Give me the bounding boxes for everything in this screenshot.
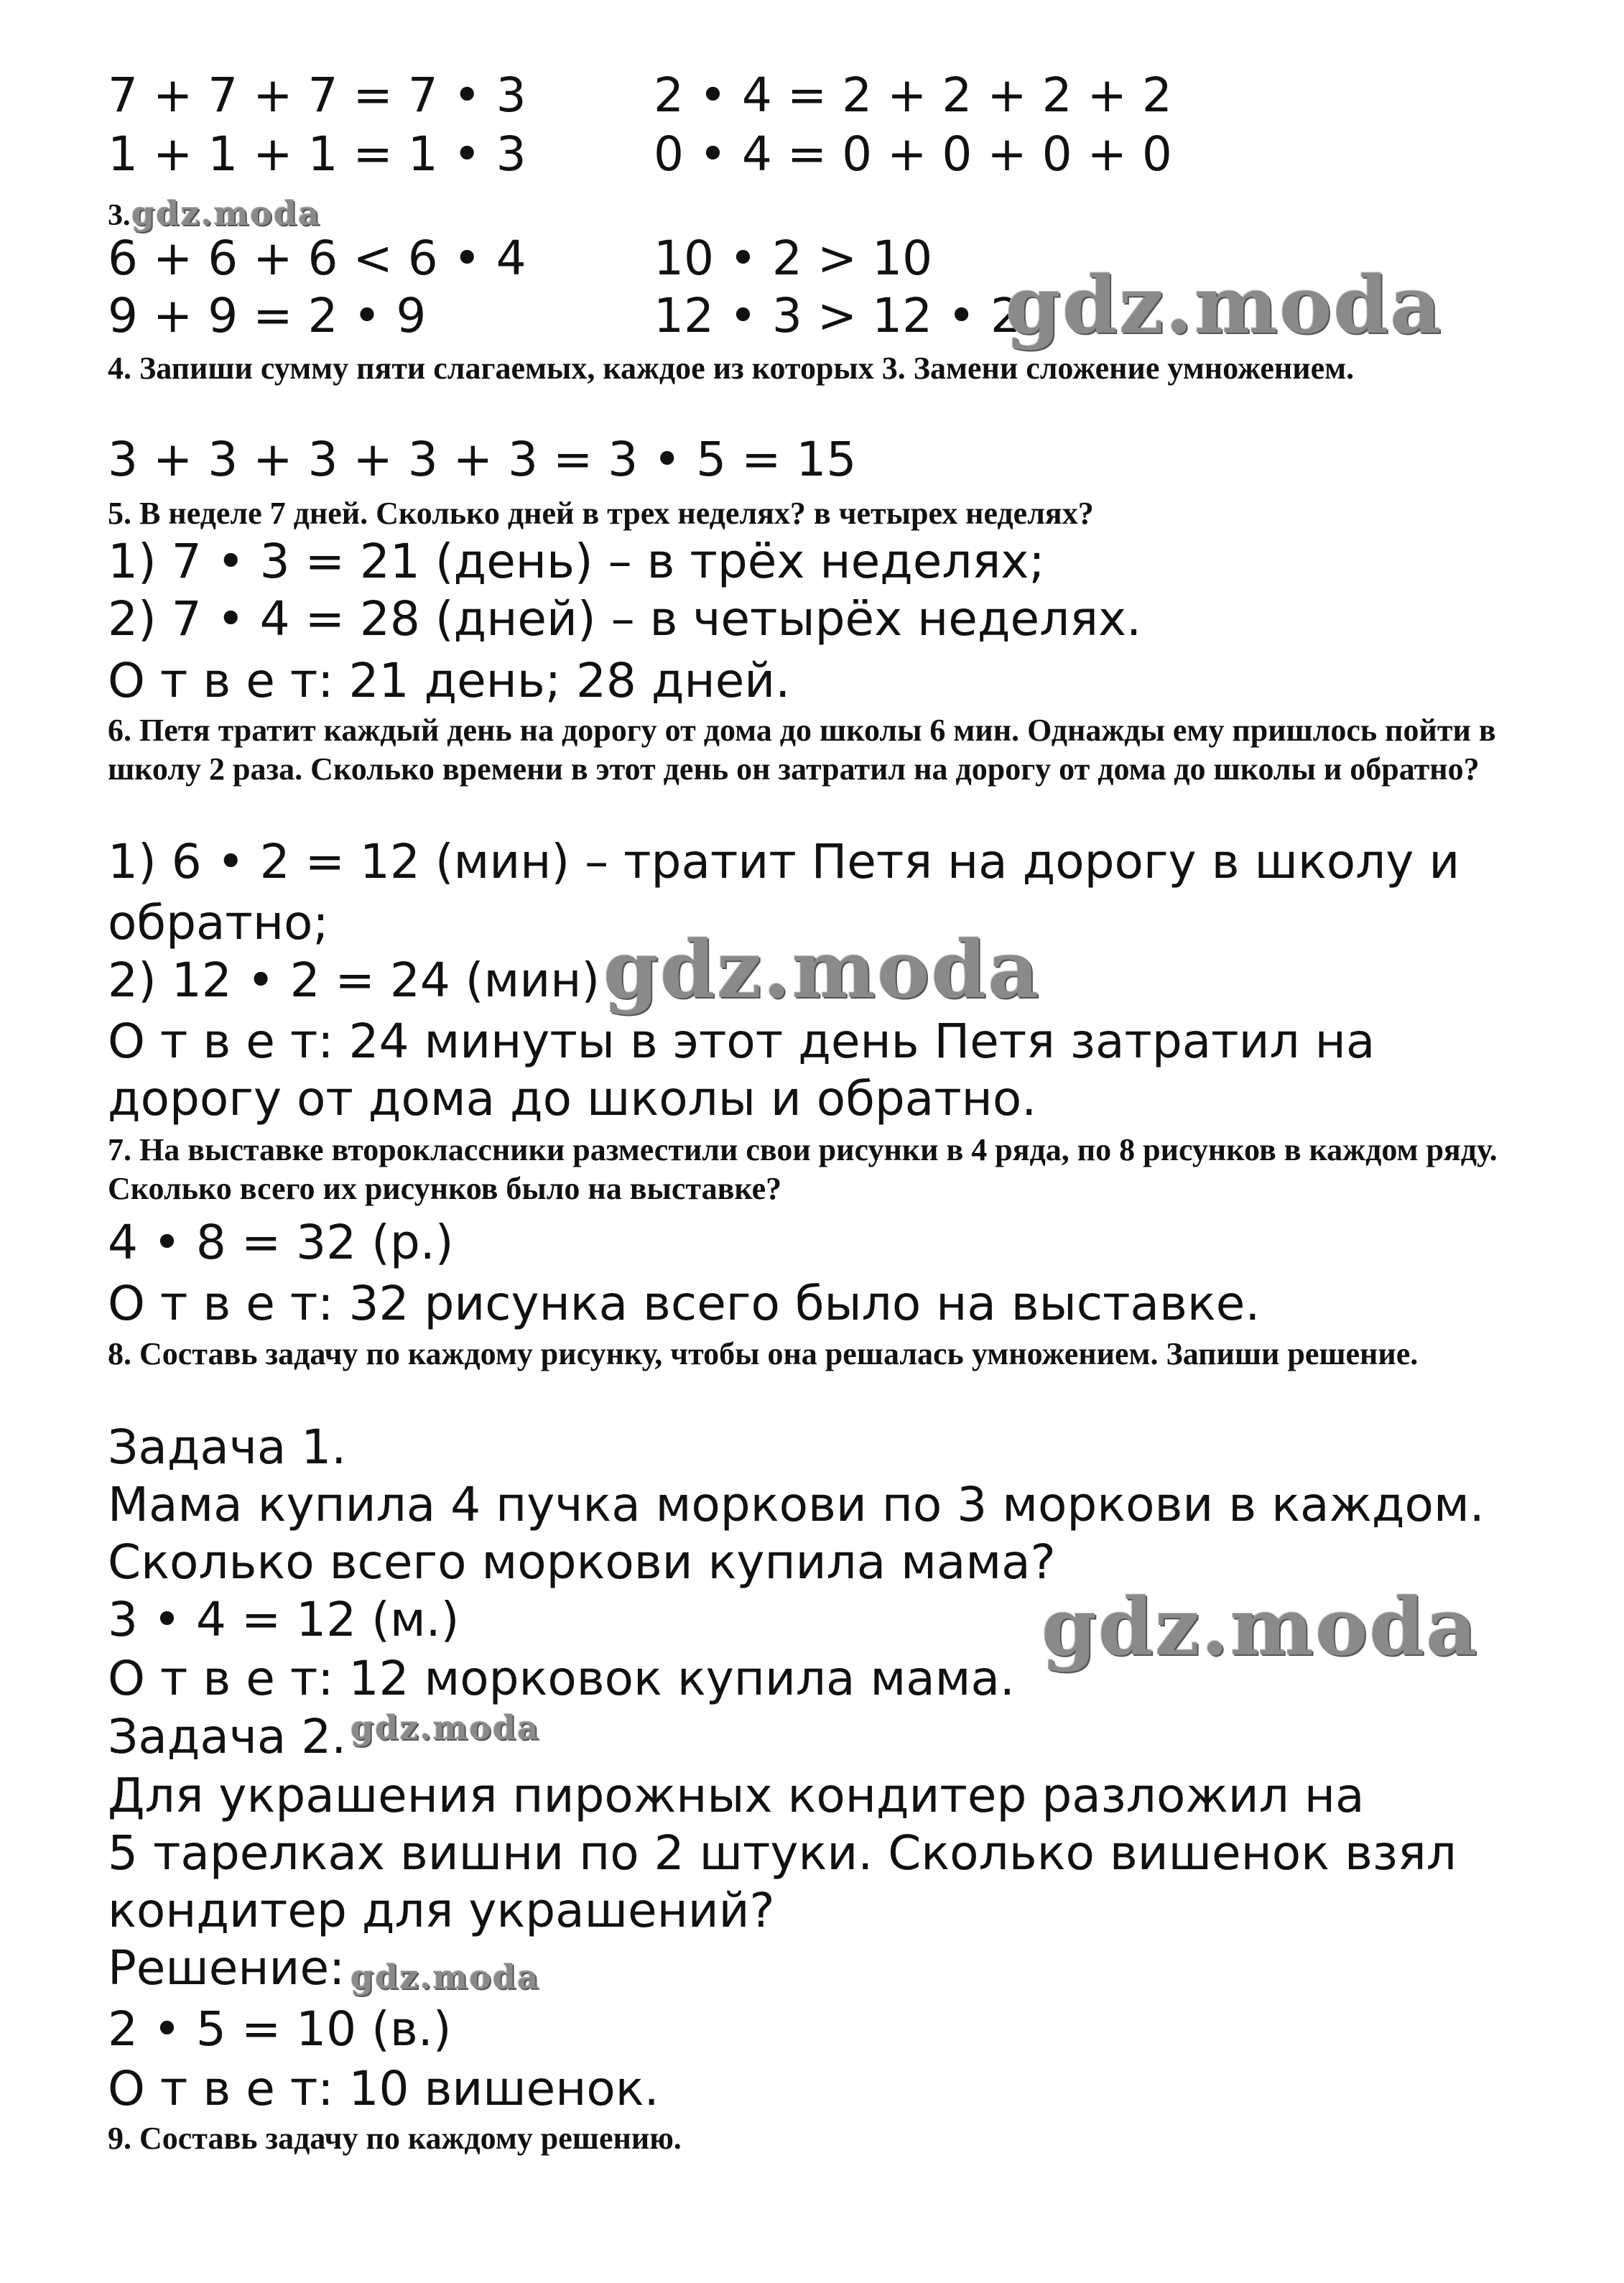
task3-label: 3. [108, 199, 131, 232]
watermark: gdz.moda [1041, 1580, 1479, 1673]
task6-question: 6. Петя тратит каждый день на дорогу от дома до школы 6 мин. Однажды ему пришлось пойти в школу 2 раза. Сколько времени в этот день он затратил на дорогу от дома до школы и обратно? [108, 713, 1496, 787]
task3-line-1-right: 10 • 2 > 10 [654, 231, 933, 286]
task2-line-2-left: 1 + 1 + 1 = 1 • 3 [108, 126, 526, 182]
task3-line-1-left: 6 + 6 + 6 < 6 • 4 [108, 231, 526, 286]
task8-line: Для украшения пирожных кондитер разложил на [108, 1768, 1365, 1823]
watermark: gdz.moda [1006, 259, 1443, 351]
watermark: gdz.moda [351, 1958, 540, 1996]
task8-line: 2 • 5 = 10 (в.) [108, 2001, 452, 2057]
task2-line-1-left: 7 + 7 + 7 = 7 • 3 [108, 68, 526, 123]
task6-answer: О т в е т: 24 минуты в этот день Петя затратил на [108, 1014, 1375, 1069]
task6-solution-line: 2) 12 • 2 = 24 (мин) [108, 953, 600, 1008]
watermark: gdz.moda [131, 194, 321, 233]
task8-question: 8. Составь задачу по каждому рисунку, чтобы она решалась умножением. Запиши решение. [108, 1336, 1419, 1371]
task4-answer: 3 + 3 + 3 + 3 + 3 = 3 • 5 = 15 [108, 432, 857, 487]
task3-line-2-right: 12 • 3 > 12 • 2 [654, 288, 1021, 343]
task8-line: 3 • 4 = 12 (м.) [108, 1592, 460, 1647]
task2-line-2-right: 0 • 4 = 0 + 0 + 0 + 0 [654, 126, 1172, 182]
watermark: gdz.moda [351, 1708, 540, 1747]
task8-line: Решение: [108, 1940, 345, 1996]
task8-line: О т в е т: 10 вишенок. [108, 2061, 659, 2116]
task8-line: кондитер для украшений? [108, 1883, 775, 1938]
task7-question: 7. На выставке второклассники разместили свои рисунки в 4 ряда, по 8 рисунков в каждом ряду. Сколько всего их рисунков было на выставке? [108, 1132, 1498, 1206]
task8-line: Задача 2. [108, 1709, 347, 1764]
task5-solution-line: 2) 7 • 4 = 28 (дней) – в четырёх неделях. [108, 591, 1142, 647]
task8-line: 5 тарелках вишни по 2 штуки. Сколько вишенок взял [108, 1825, 1457, 1881]
task7-answer: О т в е т: 32 рисунка всего было на выставке. [108, 1276, 1261, 1331]
watermark: gdz.moda [603, 923, 1041, 1016]
task6-answer-continued: дорогу от дома до школы и обратно. [108, 1071, 1037, 1126]
task5-answer: О т в е т: 21 день; 28 дней. [108, 653, 791, 708]
task8-line: О т в е т: 12 морковок купила мама. [108, 1651, 1015, 1706]
task6-solution-line: обратно; [108, 895, 329, 950]
task4-question: 4. Запиши сумму пяти слагаемых, каждое из которых 3. Замени сложение умножением. [108, 351, 1355, 386]
task8-line: Задача 1. [108, 1420, 347, 1475]
task6-solution-line: 1) 6 • 2 = 12 (мин) – тратит Петя на дорогу в школу и [108, 834, 1460, 889]
task2-line-1-right: 2 • 4 = 2 + 2 + 2 + 2 [654, 68, 1172, 123]
task5-solution-line: 1) 7 • 3 = 21 (день) – в трёх неделях; [108, 534, 1045, 589]
task8-line: Сколько всего моркови купила мама? [108, 1534, 1056, 1590]
task8-line: Мама купила 4 пучка моркови по 3 моркови в каждом. [108, 1477, 1485, 1532]
task9-question: 9. Составь задачу по каждому решению. [108, 2121, 682, 2156]
task7-solution: 4 • 8 = 32 (р.) [108, 1215, 454, 1270]
task5-question: 5. В неделе 7 дней. Сколько дней в трех неделях? в четырех неделях? [108, 496, 1094, 531]
task3-line-2-left: 9 + 9 = 2 • 9 [108, 288, 427, 343]
